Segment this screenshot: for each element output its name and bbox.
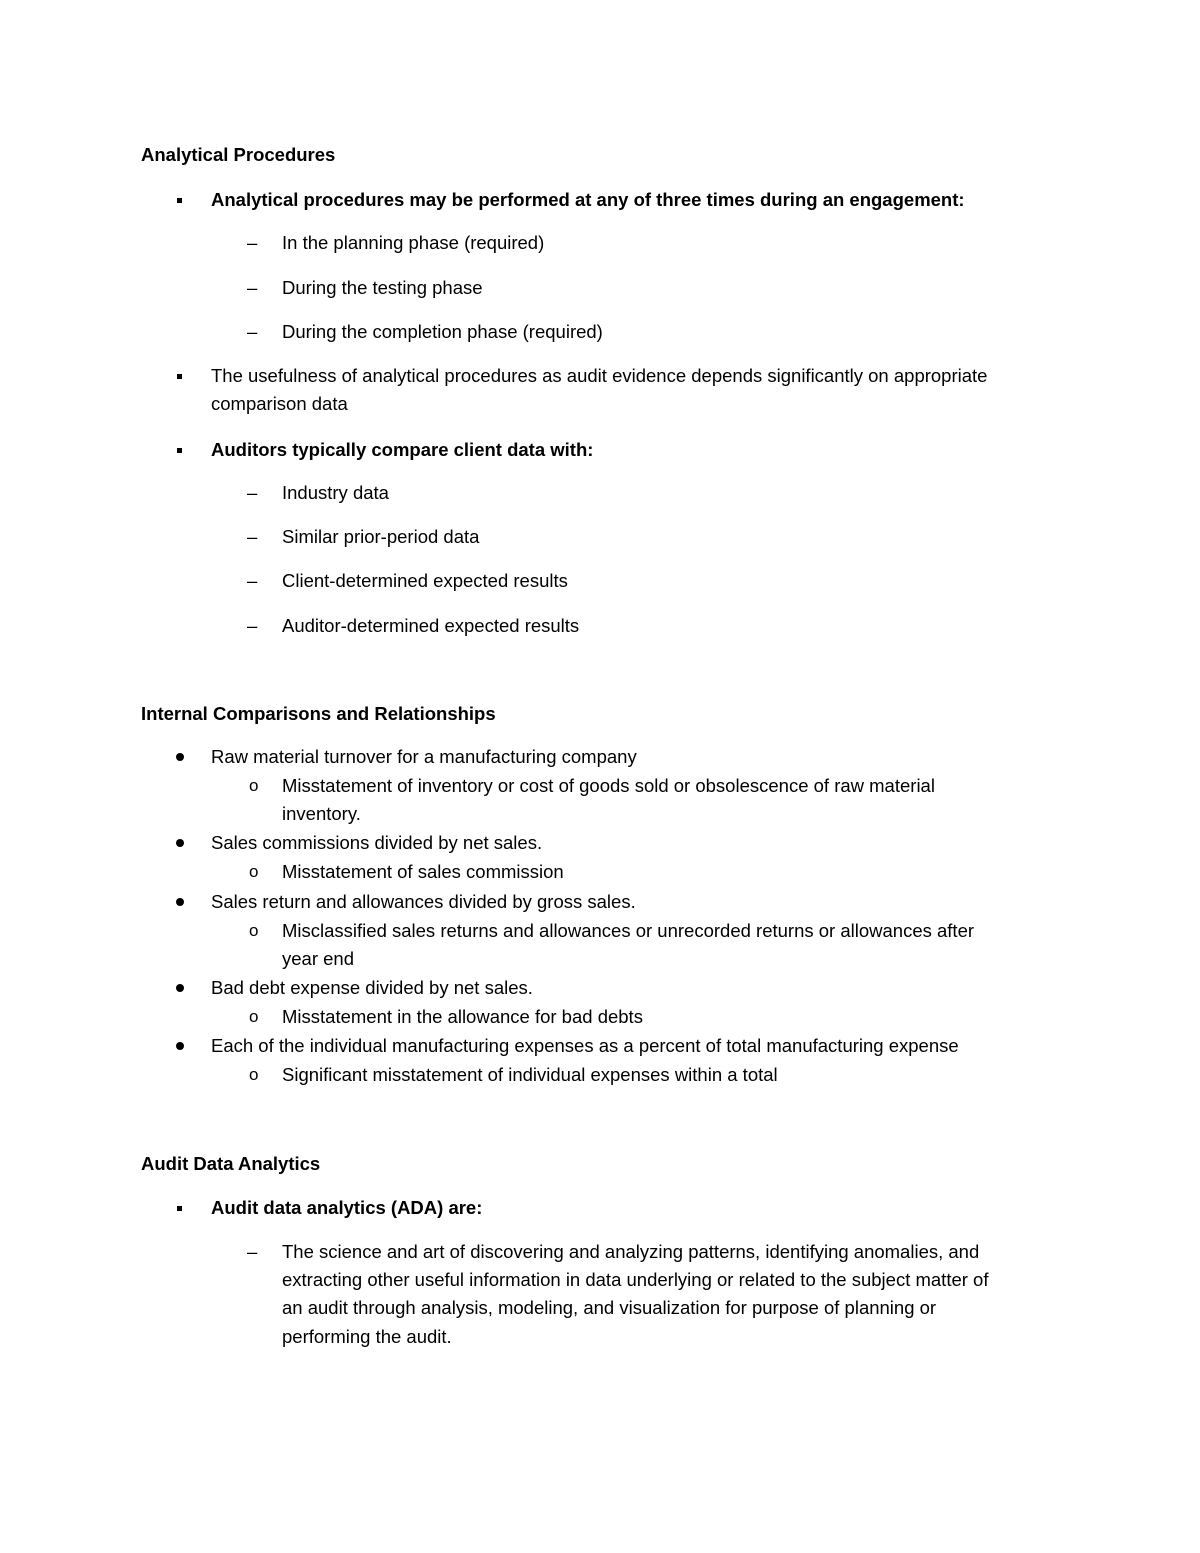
circle-bullet-icon: o: [249, 776, 259, 795]
circle-bullet-icon: o: [249, 862, 259, 881]
sub-list-item: During the completion phase (required): [282, 321, 603, 342]
dash-icon: –: [247, 482, 258, 503]
list-item-continuation: comparison data: [211, 393, 348, 414]
bullet-icon: [176, 898, 184, 906]
bullet-icon: [177, 374, 182, 379]
sub-list-item-continuation: an audit through analysis, modeling, and visualization for purpose of planning or: [282, 1297, 937, 1318]
sub-list-item: Client-determined expected results: [282, 570, 568, 591]
bullet-icon: [176, 984, 184, 992]
circle-bullet-icon: o: [249, 1007, 259, 1026]
bullet-icon: [176, 753, 184, 761]
sub-list-item: Auditor-determined expected results: [282, 615, 580, 636]
sub-list-item-continuation: year end: [282, 948, 354, 969]
list-item: Each of the individual manufacturing expenses as a percent of total manufacturing expense: [211, 1035, 959, 1056]
list-item: Audit data analytics (ADA) are:: [211, 1197, 483, 1218]
bullet-icon: [176, 1042, 184, 1050]
list-item: Sales return and allowances divided by gross sales.: [211, 891, 636, 912]
list-item: Auditors typically compare client data with:: [211, 439, 594, 460]
section-heading-internal-comparisons: Internal Comparisons and Relationships: [141, 703, 496, 724]
section-heading-audit-data-analytics: Audit Data Analytics: [141, 1153, 321, 1174]
sub-list-item-continuation: inventory.: [282, 803, 361, 824]
list-item: Analytical procedures may be performed at any of three times during an engagement:: [211, 189, 965, 210]
sub-list-item: Misstatement of inventory or cost of goods sold or obsolescence of raw material: [282, 775, 935, 796]
bullet-icon: [176, 839, 184, 847]
sub-list-item-continuation: performing the audit.: [282, 1326, 452, 1347]
sub-list-item: During the testing phase: [282, 277, 483, 298]
dash-icon: –: [247, 321, 258, 342]
dash-icon: –: [247, 615, 258, 636]
sub-list-item: Similar prior-period data: [282, 526, 480, 547]
circle-bullet-icon: o: [249, 921, 259, 940]
sub-list-item: Misclassified sales returns and allowances or unrecorded returns or allowances after: [282, 920, 975, 941]
bullet-icon: [177, 198, 182, 203]
list-item: Sales commissions divided by net sales.: [211, 832, 543, 853]
section-heading-analytical-procedures: Analytical Procedures: [141, 144, 336, 165]
dash-icon: –: [247, 232, 258, 253]
sub-list-item: Misstatement in the allowance for bad debts: [282, 1006, 643, 1027]
list-item: Bad debt expense divided by net sales.: [211, 977, 533, 998]
circle-bullet-icon: o: [249, 1065, 259, 1084]
list-item: Raw material turnover for a manufacturing company: [211, 746, 637, 767]
dash-icon: –: [247, 277, 258, 298]
bullet-icon: [177, 448, 182, 453]
sub-list-item: Significant misstatement of individual expenses within a total: [282, 1064, 778, 1085]
sub-list-item: In the planning phase (required): [282, 232, 545, 253]
sub-list-item-continuation: extracting other useful information in data underlying or related to the subject matter of: [282, 1269, 989, 1290]
dash-icon: –: [247, 526, 258, 547]
list-item: The usefulness of analytical procedures as audit evidence depends significantly on appropriate: [211, 365, 988, 386]
sub-list-item: The science and art of discovering and analyzing patterns, identifying anomalies, and: [282, 1241, 980, 1262]
sub-list-item: Misstatement of sales commission: [282, 861, 564, 882]
bullet-icon: [177, 1206, 182, 1211]
sub-list-item: Industry data: [282, 482, 389, 503]
dash-icon: –: [247, 570, 258, 591]
dash-icon: –: [247, 1241, 258, 1262]
